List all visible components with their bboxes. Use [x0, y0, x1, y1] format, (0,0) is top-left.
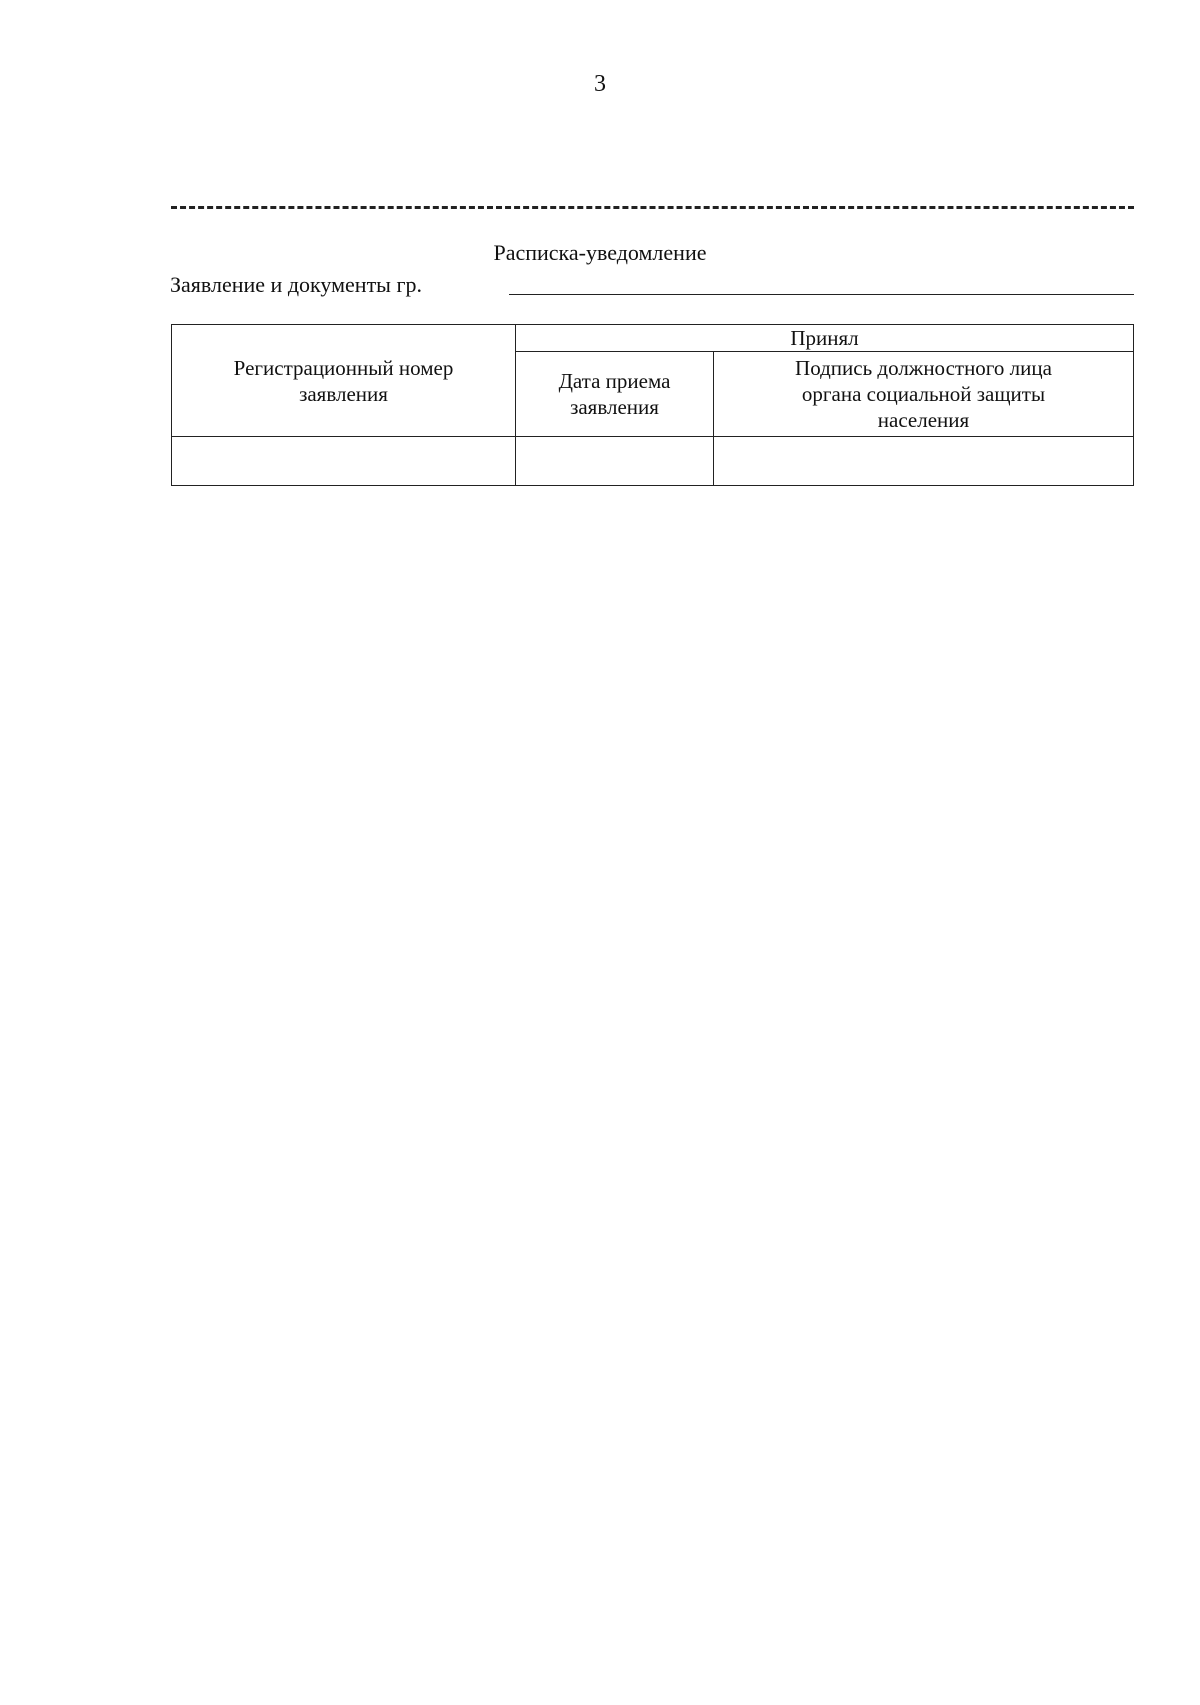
registration-number-header — [172, 325, 516, 437]
acceptance-date-cell[interactable] — [516, 437, 714, 486]
receipt-table — [171, 324, 1134, 486]
cut-line — [171, 206, 1134, 209]
table-row — [172, 437, 1134, 486]
table-header-row — [172, 325, 1134, 352]
official-signature-cell[interactable] — [714, 437, 1134, 486]
acceptance-date-header — [516, 352, 714, 437]
applicant-label: Заявление и документы гр. — [170, 272, 422, 297]
form-title: Расписка-уведомление — [493, 240, 707, 265]
applicant-name-field[interactable] — [509, 294, 1134, 295]
accepted-header — [516, 325, 1134, 352]
accepted-header-label: Принял — [790, 326, 859, 350]
official-signature-header — [714, 352, 1134, 437]
page-number: 3 — [594, 71, 606, 97]
registration-number-header-label: Регистрационный номер заявления — [233, 355, 454, 406]
registration-number-cell[interactable] — [172, 437, 516, 486]
acceptance-date-header-label: Дата приема заявления — [558, 369, 671, 419]
official-signature-header-label: Подпись должностного лица органа социальной защиты населения — [795, 356, 1052, 432]
